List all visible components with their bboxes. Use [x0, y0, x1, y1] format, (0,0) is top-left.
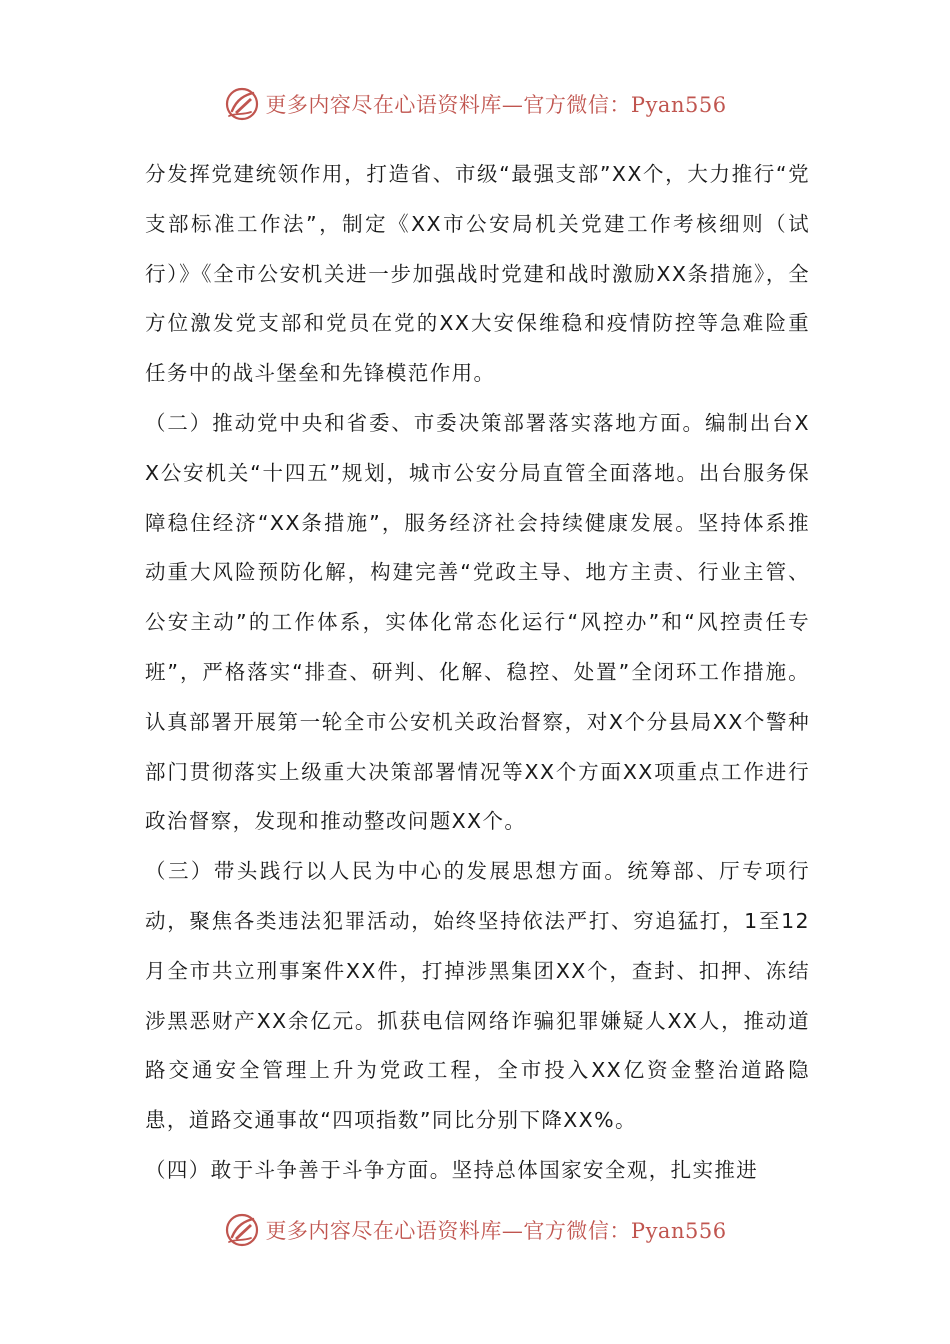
body-paragraph-2: （二）推动党中央和省委、市委决策部署落实落地方面。编制出台XX公安机关“十四五”规划，城市公安分局直管全面落地。出台服务保障稳住经济“XX条措施”，服务经济社会持续健康发展。坚持体系推动重大风险预防化解，构建完善“党政主导、地方主责、行业主管、公安主动”的工作体系，实体化常态化运行“风控办”和“风控责任专班”，严格落实“排查、研判、化解、稳控、处置”全闭环工作措施。认真部署开展第一轮全市公安机关政治督察，对X个分县局XX个警种部门贯彻落实上级重大决策部署情况等XX个方面XX项重点工作进行政治督察，发现和推动整改问题XX个。: [145, 410, 810, 834]
signature-pen-logo-icon: [223, 85, 261, 123]
body-paragraph-3: （三）带头践行以人民为中心的发展思想方面。统筹部、厅专项行动，聚焦各类违法犯罪活动，始终坚持依法严打、穷追猛打，1至12月全市共立刑事案件XX件，打掉涉黑集团XX个，查封、扣押、冻结涉黑恶财产XX余亿元。抓获电信网络诈骗犯罪嫌疑人XX人，推动道路交通安全管理上升为党政工程，全市投入XX亿资金整治道路隐患，道路交通事故“四项指数”同比分别下降XX%。: [145, 859, 810, 1133]
footer-banner: [0, 1210, 950, 1250]
body-paragraph-4: （四）敢于斗争善于斗争方面。坚持总体国家安全观，扎实推进: [145, 1157, 759, 1182]
header-banner: [0, 84, 950, 124]
footer-banner-text: 更多内容尽在心语资料库—官方微信：Pyan556: [265, 1219, 727, 1243]
header-banner-text: 更多内容尽在心语资料库—官方微信：Pyan556: [265, 93, 727, 117]
signature-pen-logo-icon: [223, 1211, 261, 1249]
document-body: [145, 150, 810, 1196]
body-paragraph-1: 分发挥党建统领作用，打造省、市级“最强支部”XX个，大力推行“党支部标准工作法”，制定《XX市公安局机关党建工作考核细则（试行）》《全市公安机关进一步加强战时党建和战时激励XX条措施》，全方位激发党支部和党员在党的XX大安保维稳和疫情防控等急难险重任务中的战斗堡垒和先锋模范作用。: [145, 162, 810, 386]
